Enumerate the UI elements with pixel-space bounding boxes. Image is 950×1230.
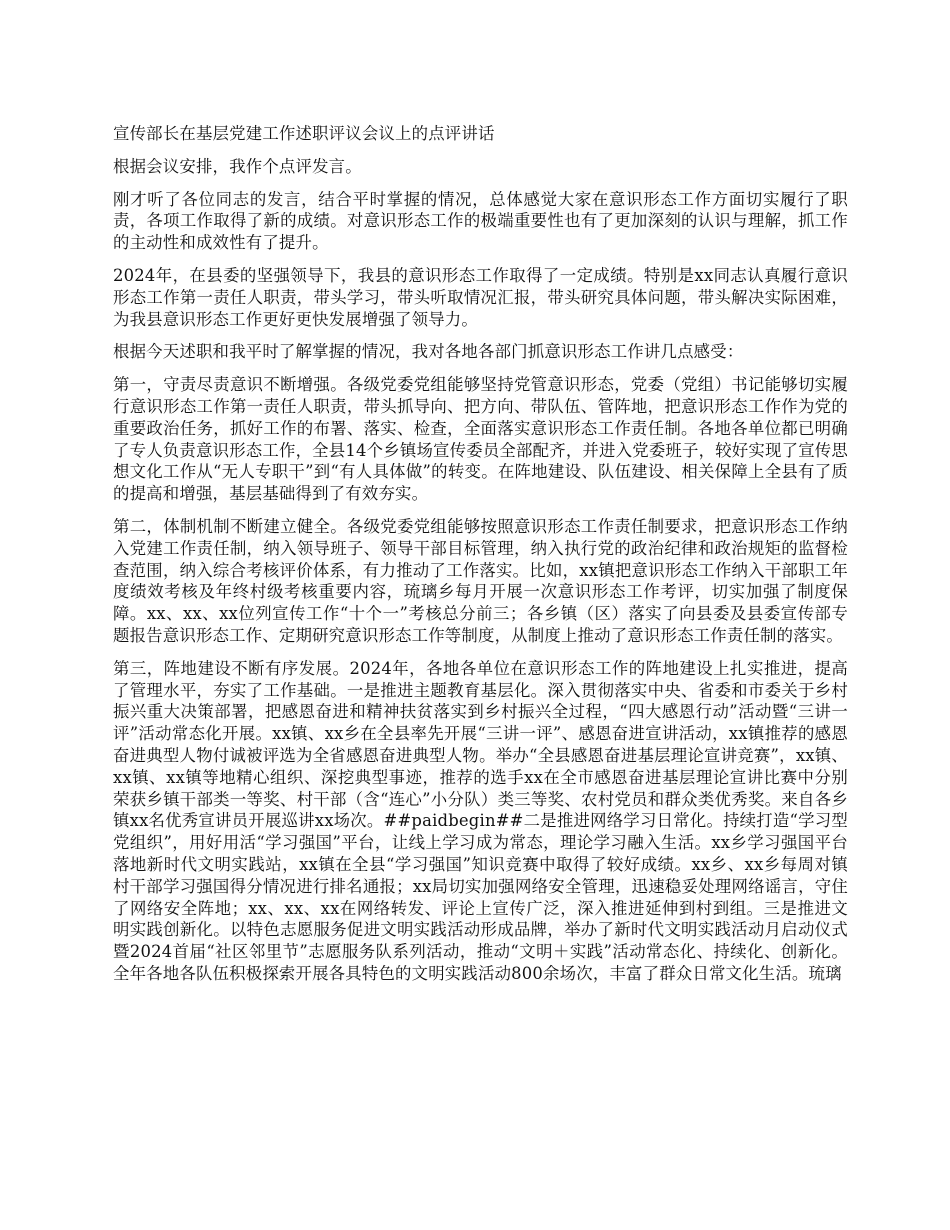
paragraph-point-two: 第二，体制机制不断建立健全。各级党委党组能够按照意识形态工作责任制要求，把意识形态工作纳入党建工作责任制，纳入领导班子、领导干部目标管理，纳入执行党的政治纪律和政治规矩的监督检查范围，纳入综合考核评价体系，有力推动了工作落实。比如，xx镇把意识形态工作纳入干部职工年度绩效考核及年终村级考核重要内容，琉璃乡每月开展一次意识形态工作考评，切实加强了制度保障。xx、xx、xx位列宣传工作“十个一”考核总分前三；各乡镇（区）落实了向县委及县委宣传部专题报告意识形态工作、定期研究意识形态工作等制度，从制度上推动了意识形态工作责任制的落实。 — [113, 516, 848, 645]
paragraph-point-three: 第三，阵地建设不断有序发展。2024年，各地各单位在意识形态工作的阵地建设上扎实推进，提高了管理水平，夯实了工作基础。一是推进主题教育基层化。深入贯彻落实中央、省委和市委关于乡村振兴重大决策部署，把感恩奋进和精神扶贫落实到乡村振兴全过程，“四大感恩行动”活动暨“三讲一评”活动常态化开展。xx镇、xx乡在全县率先开展“三讲一评”、感恩奋进宣讲活动，xx镇推荐的感恩奋进典型人物付诚被评选为全省感恩奋进典型人物。举办“全县感恩奋进基层理论宣讲竞赛”，xx镇、xx镇、xx镇等地精心组织、深挖典型事迹，推荐的选手xx在全市感恩奋进基层理论宣讲比赛中分别荣获乡镇干部类一等奖、村干部（含“连心”小分队）类三等奖、农村党员和群众类优秀奖。来自各乡镇xx名优秀宣讲员开展巡讲xx场次。##paidbegin##二是推进网络学习日常化。持续打造“学习型党组织”，用好用活“学习强国”平台，让线上学习成为常态，理论学习融入生活。xx乡学习强国平台落地新时代文明实践站，xx镇在全县“学习强国”知识竞赛中取得了较好成绩。xx乡、xx乡每周对镇村干部学习强国得分情况进行排名通报；xx局切实加强网络安全管理，迅速稳妥处理网络谣言，守住了网络安全阵地；xx、xx、xx在网络转发、评论上宣传广泛，深入推进延伸到村到组。三是推进文明实践创新化。以特色志愿服务促进文明实践活动形成品牌，举办了新时代文明实践活动月启动仪式暨2024首届“社区邻里节”志愿服务队系列活动，推动“文明＋实践”活动常态化、持续化、创新化。全年各地各队伍积极探索开展各具特色的文明实践活动800余场次，丰富了群众日常文化生活。琉璃 — [113, 658, 848, 983]
paragraph-point-one: 第一，守责尽责意识不断增强。各级党委党组能够坚持党管意识形态，党委（党组）书记能够切实履行意识形态工作第一责任人职责，带头抓导向、把方向、带队伍、管阵地，把意识形态工作作为党的重要政治任务，抓好工作的布署、落实、检查，全面落实意识形态工作责任制。各地各单位都已明确了专人负责意识形态工作，全县14个乡镇场宣传委员全部配齐，并进入党委班子，较好实现了宣传思想文化工作从“无人专职干”到“有人具体做”的转变。在阵地建设、队伍建设、相关保障上全县有了质的提高和增强，基层基础得到了有效夯实。 — [113, 375, 848, 504]
paragraph-overall-impression: 刚才听了各位同志的发言，结合平时掌握的情况，总体感觉大家在意识形态工作方面切实履行了职责，各项工作取得了新的成绩。对意识形态工作的极端重要性也有了更加深刻的认识与理解，抓工作的主动性和成效性有了提升。 — [113, 189, 848, 253]
document-title: 宣传部长在基层党建工作述职评议会议上的点评讲话 — [113, 124, 495, 143]
paragraph-intro-points: 根据今天述职和我平时了解掌握的情况，我对各地各部门抓意识形态工作讲几点感受： — [113, 342, 744, 362]
paragraph-achievements-2024: 2024年，在县委的坚强领导下，我县的意识形态工作取得了一定成绩。特别是xx同志认真履行意识形态工作第一责任人职责，带头学习，带头听取情况汇报，带头研究具体问题，带头解决实际困难，为我县意识形态工作更好更快发展增强了领导力。 — [113, 265, 848, 329]
paragraph-opening: 根据会议安排，我作个点评发言。 — [113, 156, 362, 176]
document-page — [113, 123, 848, 996]
